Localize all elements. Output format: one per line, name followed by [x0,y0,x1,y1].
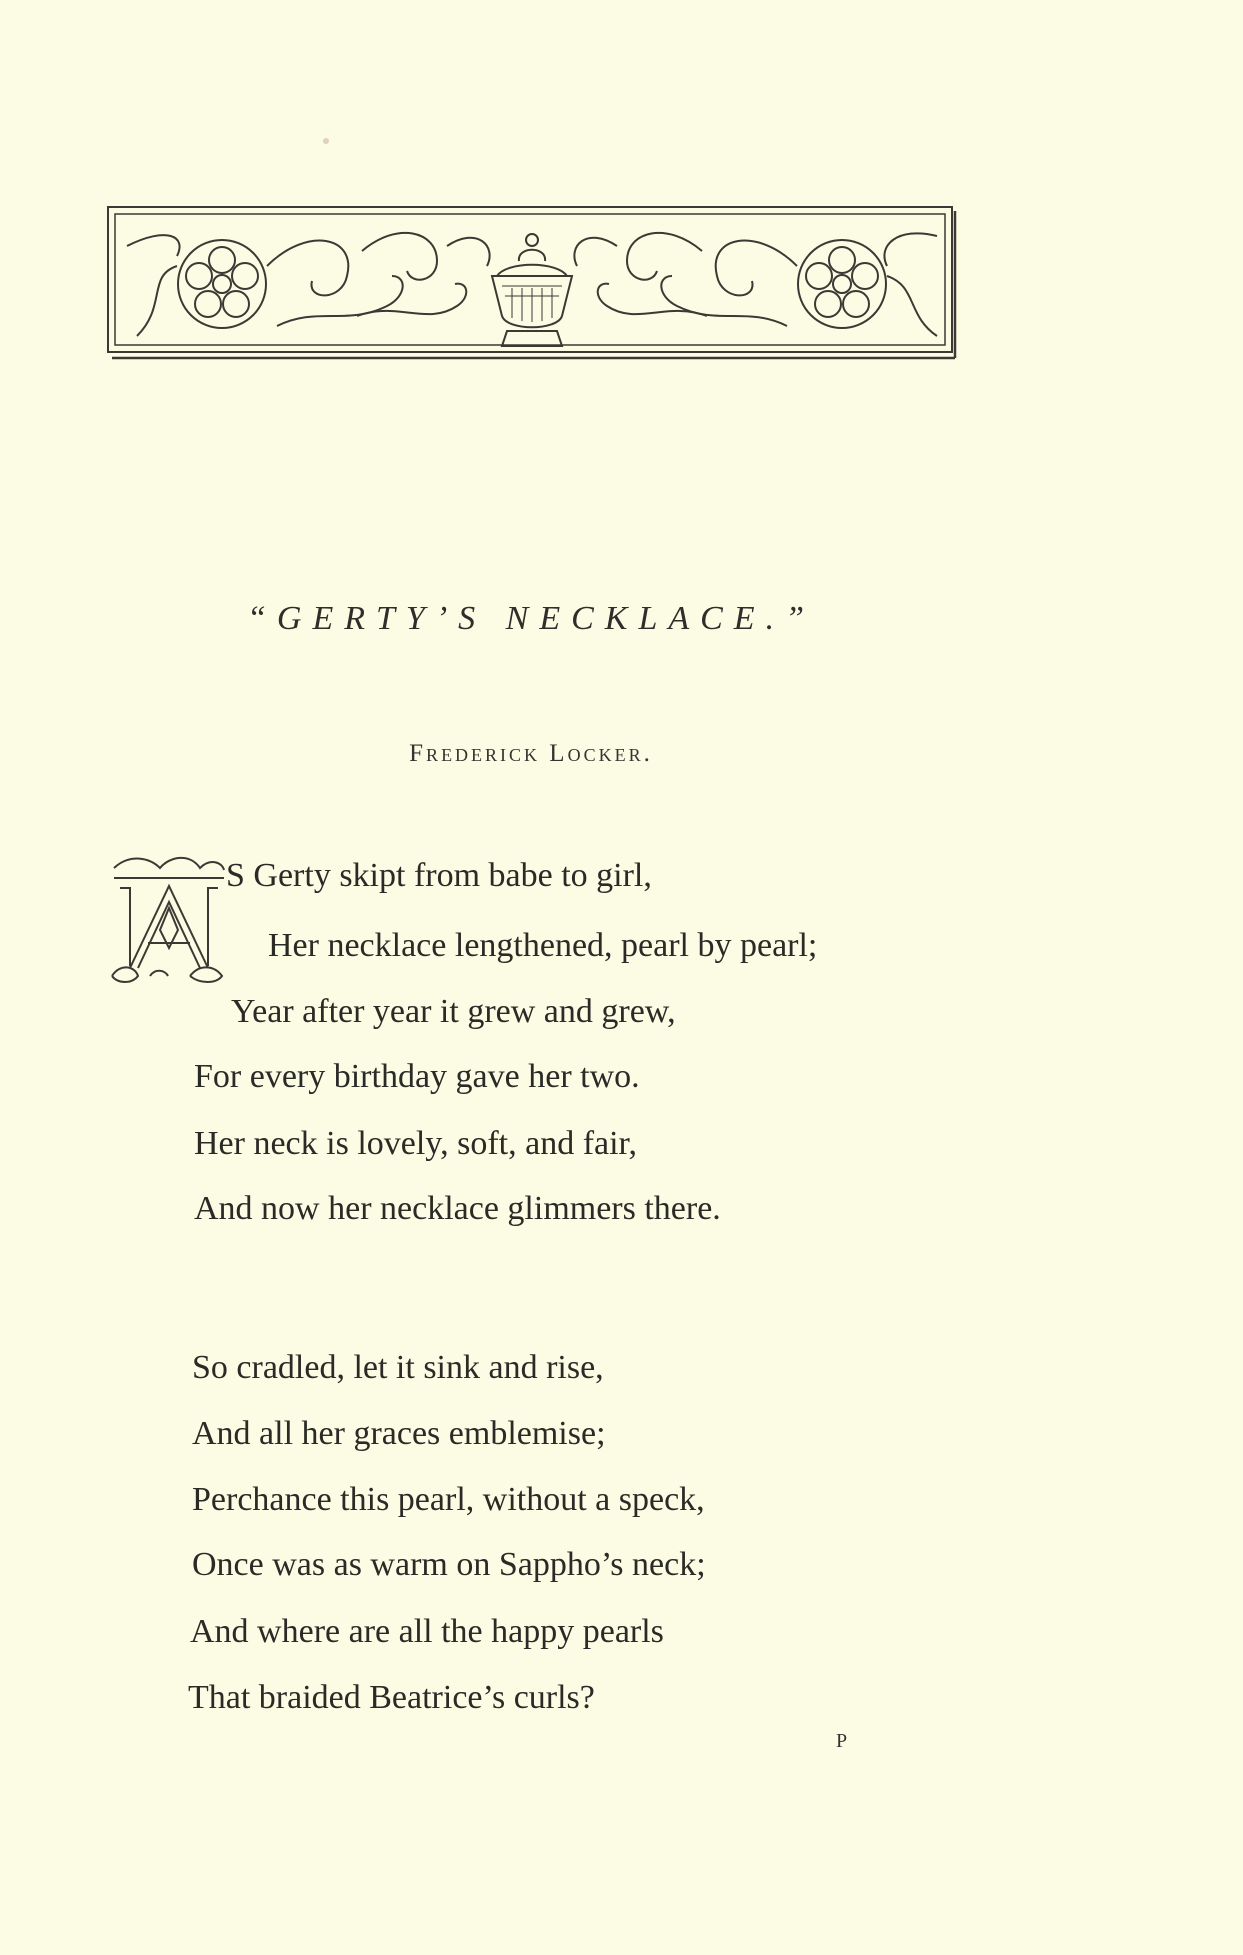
ink-speck [323,138,329,144]
poem-line: Her neck is lovely, soft, and fair, [194,1125,638,1162]
poem-line: Year after year it grew and grew, [231,993,676,1030]
poem-line: For every birthday gave her two. [194,1058,640,1095]
poem-line: S Gerty skipt from babe to girl, [226,857,652,894]
poem-line: And now her necklace glimmers there. [194,1190,721,1227]
poem-line: Her necklace lengthened, pearl by pearl; [268,927,818,964]
poem-author: Frederick Locker. [409,740,653,767]
poem-line: Perchance this pearl, without a speck, [192,1481,705,1518]
poem-line: And all her graces emblemise; [192,1415,606,1452]
poem-title: “GERTY’S NECKLACE.” [247,600,815,637]
ornamental-initial-a-icon [110,848,228,984]
poem-line: That braided Beatrice’s curls? [188,1679,595,1716]
poem-line: So cradled, let it sink and rise, [192,1349,604,1386]
poem-line: And where are all the happy pearls [190,1613,664,1650]
poem-line: Once was as warm on Sappho’s neck; [192,1546,706,1583]
signature-mark: P [836,1730,848,1752]
floral-urn-headpiece-icon [107,206,958,361]
